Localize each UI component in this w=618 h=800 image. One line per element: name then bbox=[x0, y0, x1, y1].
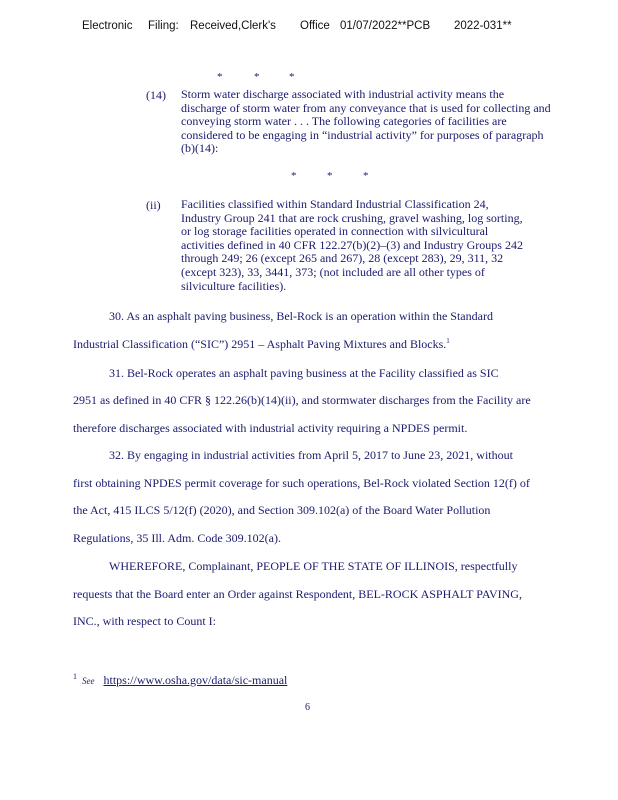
footnote-link[interactable]: https://www.osha.gov/data/sic-manual bbox=[103, 673, 288, 687]
para-31-line-3: therefore discharges associated with industrial activity requiring a NPDES permit. bbox=[73, 421, 468, 435]
header-filing: Filing: bbox=[148, 20, 179, 32]
wherefore-line-3: INC., with respect to Count I: bbox=[73, 614, 216, 628]
para-30-line-2 bbox=[73, 337, 450, 352]
header-case: 2022-031** bbox=[454, 20, 512, 32]
star: * bbox=[254, 71, 260, 83]
footnote-1 bbox=[73, 672, 287, 688]
para-32-line-3: the Act, 415 ILCS 5/12(f) (2020), and Section 309.102(a) of the Board Water Pollution bbox=[73, 503, 491, 517]
wherefore-line-2: requests that the Board enter an Order against Respondent, BEL-ROCK ASPHALT PAVING, bbox=[73, 587, 522, 601]
para-30-line-1: 30. As an asphalt paving business, Bel-Rock is an operation within the Standard bbox=[109, 309, 493, 323]
header-received: Received,Clerk's bbox=[190, 20, 276, 32]
star: * bbox=[327, 170, 333, 182]
para-32-line-2: first obtaining NPDES permit coverage for such operations, Bel-Rock violated Section 12(f) of bbox=[73, 476, 530, 490]
quote-ii-text: Facilities classified within Standard Industrial Classification 24, Industry Group 241 that are rock crushing, gravel washing, log sorting, or log storage facilities operated in connection with silvicultural activities defined in 40 CFR 122.27(b)(2)–(3) and Industry Groups 242 through 249; 26 (except 265 and 267), 28 (except 283), 29, 311, 32 (except 323), 33, 3441, 373; (not included are all other types of silviculture facilities). bbox=[181, 197, 523, 293]
header-office: Office bbox=[300, 20, 330, 32]
star: * bbox=[363, 170, 369, 182]
star: * bbox=[291, 170, 297, 182]
star: * bbox=[217, 71, 223, 83]
page-number: 6 bbox=[305, 702, 310, 713]
footnote-see: See bbox=[82, 676, 95, 686]
para-30-line-2-text: Industrial Classification (“SIC”) 2951 – Asphalt Paving Mixtures and Blocks. bbox=[73, 337, 447, 351]
para-32-line-4: Regulations, 35 Ill. Adm. Code 309.102(a). bbox=[73, 531, 281, 545]
para-31-line-1: 31. Bel-Rock operates an asphalt paving business at the Facility classified as SIC bbox=[109, 366, 499, 380]
header-electronic: Electronic bbox=[82, 20, 133, 32]
footnote-number: 1 bbox=[73, 672, 77, 681]
wherefore-line-1: WHEREFORE, Complainant, PEOPLE OF THE STATE OF ILLINOIS, respectfully bbox=[109, 559, 518, 573]
para-31-line-2: 2951 as defined in 40 CFR § 122.26(b)(14)(ii), and stormwater discharges from the Facility are bbox=[73, 393, 531, 407]
footnote-ref-1[interactable]: 1 bbox=[446, 337, 450, 345]
header-date: 01/07/2022**PCB bbox=[340, 20, 431, 32]
quote-ii-number: (ii) bbox=[146, 198, 161, 212]
para-32-line-1: 32. By engaging in industrial activities from April 5, 2017 to June 23, 2021, without bbox=[109, 448, 513, 462]
quote-14-text: Storm water discharge associated with industrial activity means the discharge of storm water from any conveyance that is used for collecting and conveying storm water . . . The following categories of facilities are considered to be engaging in “industrial activity” for purposes of paragraph (b)(14): bbox=[181, 87, 551, 156]
star: * bbox=[289, 71, 295, 83]
quote-14-number: (14) bbox=[146, 88, 166, 102]
